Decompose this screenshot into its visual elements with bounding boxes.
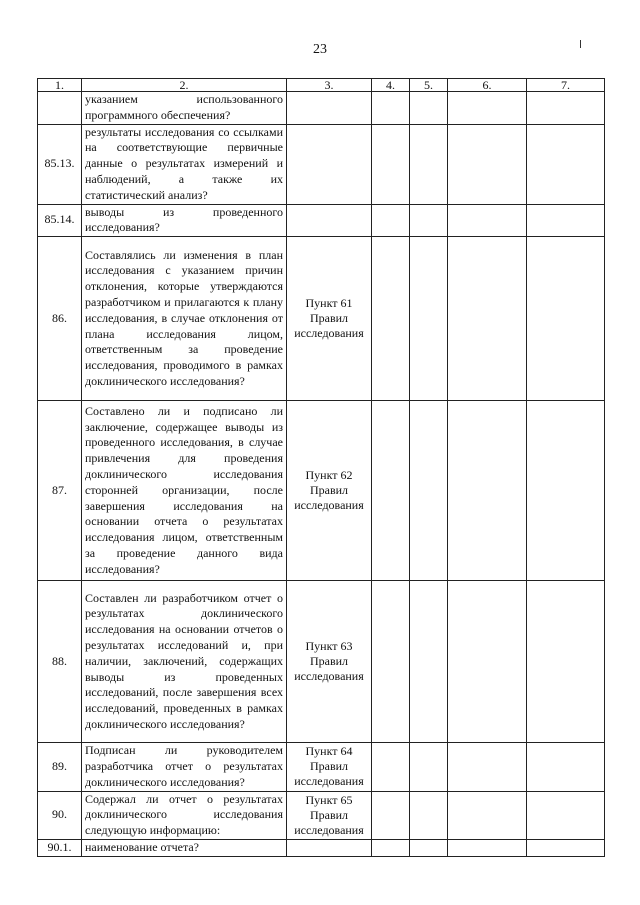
empty-cell — [527, 839, 605, 856]
table-row — [38, 92, 605, 125]
item-number: 88. — [38, 581, 82, 743]
empty-cell — [410, 401, 448, 581]
table-row — [38, 839, 605, 856]
checklist-table — [37, 78, 605, 857]
empty-cell — [527, 581, 605, 743]
item-question: Составлен ли разработчиком отчет о результатах доклинического исследования на основании отчетов о результатах исследований и, при наличии, заключений, содержащих выводы из проведенных исследований, после завершения всех исследований, проведенных в рамках доклинического исследования? — [82, 581, 287, 743]
empty-cell — [372, 743, 410, 791]
header-cell: 7. — [527, 79, 605, 92]
margin-mark — [580, 40, 581, 48]
empty-cell — [410, 92, 448, 125]
header-cell: 3. — [287, 79, 372, 92]
empty-cell — [372, 581, 410, 743]
header-cell: 2. — [82, 79, 287, 92]
empty-cell — [372, 237, 410, 401]
empty-cell — [448, 124, 527, 204]
empty-cell — [372, 401, 410, 581]
empty-cell — [410, 743, 448, 791]
item-reference — [287, 839, 372, 856]
item-question: выводы из проведенного исследования? — [82, 204, 287, 237]
item-question: Подписан ли руководителем разработчика отчет о результатах доклинического исследования? — [82, 743, 287, 791]
empty-cell — [527, 204, 605, 237]
empty-cell — [448, 92, 527, 125]
item-reference — [287, 124, 372, 204]
empty-cell — [448, 401, 527, 581]
item-reference: Пункт 65 Правил исследования — [287, 791, 372, 839]
table-row — [38, 581, 605, 743]
item-number: 86. — [38, 237, 82, 401]
empty-cell — [527, 92, 605, 125]
empty-cell — [410, 791, 448, 839]
item-question: Составлено ли и подписано ли заключение, содержащее выводы из проведенного исследования, в случае привлечения для проведения доклинического исследования сторонней организации, после завершения исследования на основании отчета о результатах исследования лицом, ответственным за проведение данного вида исследования? — [82, 401, 287, 581]
empty-cell — [410, 237, 448, 401]
item-reference: Пункт 61 Правил исследования — [287, 237, 372, 401]
header-cell: 1. — [38, 79, 82, 92]
empty-cell — [527, 237, 605, 401]
empty-cell — [410, 124, 448, 204]
item-reference: Пункт 64 Правил исследования — [287, 743, 372, 791]
table-row — [38, 743, 605, 791]
empty-cell — [372, 791, 410, 839]
item-number — [38, 92, 82, 125]
empty-cell — [372, 124, 410, 204]
empty-cell — [372, 204, 410, 237]
table-row — [38, 124, 605, 204]
empty-cell — [448, 791, 527, 839]
header-row — [38, 79, 605, 92]
item-number: 87. — [38, 401, 82, 581]
item-question: наименование отчета? — [82, 839, 287, 856]
table-row — [38, 237, 605, 401]
item-question: результаты исследования со ссылками на соответствующие первичные данные о результатах измерений и наблюдений, а также их статистический анализ? — [82, 124, 287, 204]
table-row — [38, 401, 605, 581]
empty-cell — [410, 839, 448, 856]
item-number: 90.1. — [38, 839, 82, 856]
item-number: 90. — [38, 791, 82, 839]
item-number: 85.13. — [38, 124, 82, 204]
empty-cell — [410, 581, 448, 743]
item-reference: Пункт 62 Правил исследования — [287, 401, 372, 581]
header-cell: 5. — [410, 79, 448, 92]
empty-cell — [448, 839, 527, 856]
empty-cell — [527, 401, 605, 581]
empty-cell — [527, 743, 605, 791]
item-question: Содержал ли отчет о результатах доклинического исследования следующую информацию: — [82, 791, 287, 839]
header-cell: 6. — [448, 79, 527, 92]
empty-cell — [448, 743, 527, 791]
empty-cell — [448, 581, 527, 743]
item-number: 85.14. — [38, 204, 82, 237]
empty-cell — [372, 92, 410, 125]
table-row — [38, 791, 605, 839]
header-cell: 4. — [372, 79, 410, 92]
item-question: указанием использованного программного обеспечения? — [82, 92, 287, 125]
empty-cell — [448, 204, 527, 237]
item-reference: Пункт 63 Правил исследования — [287, 581, 372, 743]
item-reference — [287, 92, 372, 125]
empty-cell — [527, 791, 605, 839]
table-row — [38, 204, 605, 237]
item-question: Составлялись ли изменения в план исследования с указанием причин отклонения, которые утверждаются разработчиком и прилагаются к плану исследования, в случае отклонения от плана исследования лицом, ответственным за проведение исследования, проводимого в рамках доклинического исследования? — [82, 237, 287, 401]
page-number: 23 — [313, 42, 327, 57]
item-reference — [287, 204, 372, 237]
empty-cell — [372, 839, 410, 856]
item-number: 89. — [38, 743, 82, 791]
empty-cell — [410, 204, 448, 237]
empty-cell — [448, 237, 527, 401]
empty-cell — [527, 124, 605, 204]
